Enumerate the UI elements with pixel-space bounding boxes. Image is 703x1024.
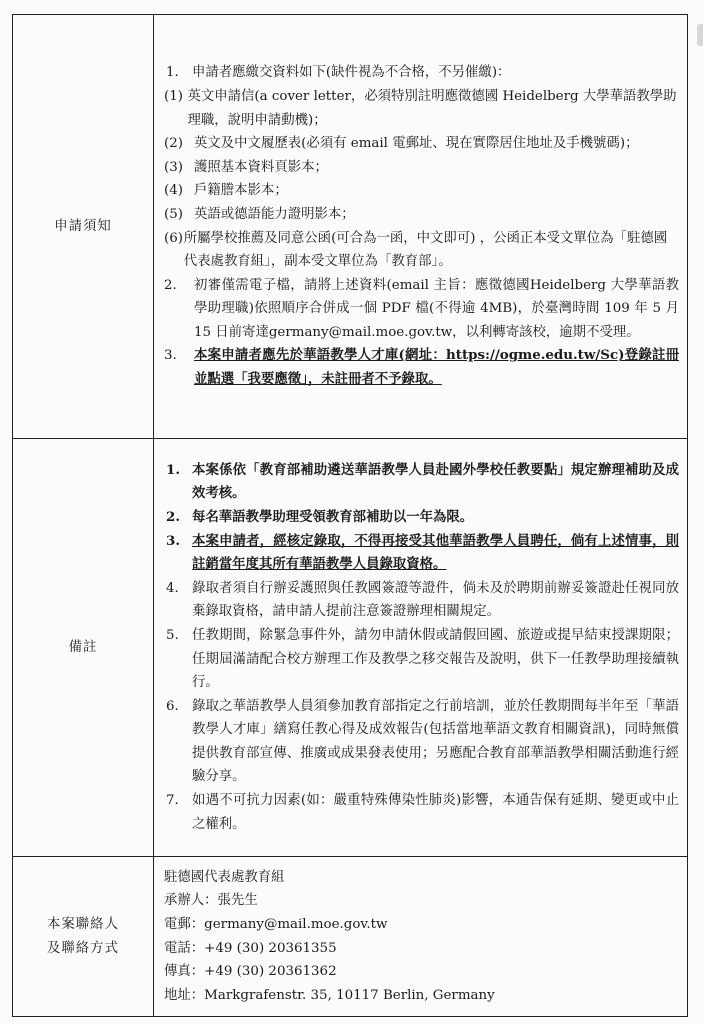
info-table bbox=[12, 14, 688, 1017]
remark-item-5: 5. 任教期間，除緊急事件外，請勿申請休假或請假回國、旅遊或提早結束授課期限；任期屆滿請配合校方辦理工作及教學之移交報告及說明，供下一任教學助理接續執行。 bbox=[166, 627, 679, 691]
contact-email: 電郵：germany@mail.moe.gov.tw bbox=[164, 916, 388, 932]
application-sub-4: (4) 戶籍謄本影本； bbox=[164, 183, 288, 199]
contact-office: 駐德國代表處教育組 bbox=[164, 869, 285, 885]
contact-label-line1: 本案聯絡人 bbox=[47, 916, 119, 932]
contact-label bbox=[13, 857, 154, 1017]
remark-item-1: 1. 本案係依「教育部補助遴送華語教學人員赴國外學校任教要點」規定辦理補助及成效考核。 bbox=[166, 461, 679, 502]
contact-row bbox=[13, 857, 688, 1017]
remark-item-6: 6. 錄取之華語教學人員須參加教育部指定之行前培訓，並於任教期間每半年至「華語教學人才庫」繕寫任教心得及成效報告(包括當地華語文教育相關資訊)，同時無償提供教育部宣傳、推廣或成果發表使用；另應配合教育部華語教學相關活動進行經驗分享。 bbox=[166, 698, 679, 785]
application-item-3: 3. 本案申請者應先於華語教學人才庫(網址：https://ogme.edu.tw/Sc)登錄註冊並點選「我要應徵」，未註冊者不予錄取。 bbox=[164, 347, 679, 388]
application-row bbox=[13, 15, 688, 439]
contact-address: 地址：Markgrafenstr. 35, 10117 Berlin, Germany bbox=[164, 987, 495, 1003]
contact-person: 承辦人：張先生 bbox=[164, 893, 258, 909]
remark-item-7: 7. 如遇不可抗力因素(如：嚴重特殊傳染性肺炎)影響，本通告保有延期、變更或中止之權利。 bbox=[166, 793, 679, 832]
contact-fax: 傳真：+49 (30) 20361362 bbox=[164, 964, 337, 980]
application-sub-6: (6) 所屬學校推薦及同意公函(可合為一函，中文即可) ，公函正本受文單位為「駐德國代表處教育組」，副本受文單位為「教育部」。 bbox=[164, 230, 668, 270]
application-content bbox=[154, 15, 688, 439]
page-edge-mark bbox=[697, 24, 703, 46]
remarks-content bbox=[154, 439, 688, 857]
contact-phone: 電話：+49 (30) 20361355 bbox=[164, 940, 337, 956]
application-sub-1: (1) 英文申請信(a cover letter，必須特別註明應徵德國 Heidelberg 大學華語教學助理職，說明申請動機)； bbox=[164, 88, 677, 128]
application-item-2: 2. 初審僅需電子檔，請將上述資料(email 主旨：應徵德國Heidelberg 大學華語教學助理職)依照順序合併成一個 PDF 檔(不得逾 4MB)，於臺灣時間 109 年 5 月 15 日前寄達germany@mail.moe.gov.tw，以利轉寄該校，逾期不受理。 bbox=[164, 277, 679, 340]
application-sub-2: (2) 英文及中文履歷表(必須有 email 電郵址、現在實際居住地址及手機號碼)； bbox=[164, 136, 639, 152]
contact-content bbox=[154, 857, 688, 1017]
application-sub-3: (3) 護照基本資料頁影本； bbox=[164, 159, 328, 175]
remarks-label: 備註 bbox=[13, 439, 154, 857]
remark-item-4: 4. 錄取者須自行辦妥護照與任教國簽證等證件，倘未及於聘期前辦妥簽證赴任視同放棄錄取資格，請申請人提前注意簽證辦理相關規定。 bbox=[166, 580, 679, 620]
application-item-1: 1. 申請者應繳交資料如下(缺件視為不合格，不另催繳)： bbox=[164, 61, 679, 85]
remark-item-3: 3. 本案申請者，經核定錄取，不得再接受其他華語教學人員聘任，倘有上述情事，則註銷當年度其所有華語教學人員錄取資格。 bbox=[166, 532, 679, 573]
remark-item-2: 2. 每名華語教學助理受領教育部補助以一年為限。 bbox=[166, 508, 474, 525]
application-sub-5: (5) 英語或德語能力證明影本； bbox=[164, 206, 355, 222]
application-label: 申請須知 bbox=[13, 15, 154, 439]
contact-label-line2: 及聯絡方式 bbox=[47, 940, 119, 956]
application-item-1-text: 申請者應繳交資料如下(缺件視為不合格，不另催繳)： bbox=[192, 65, 511, 81]
remarks-row bbox=[13, 439, 688, 857]
